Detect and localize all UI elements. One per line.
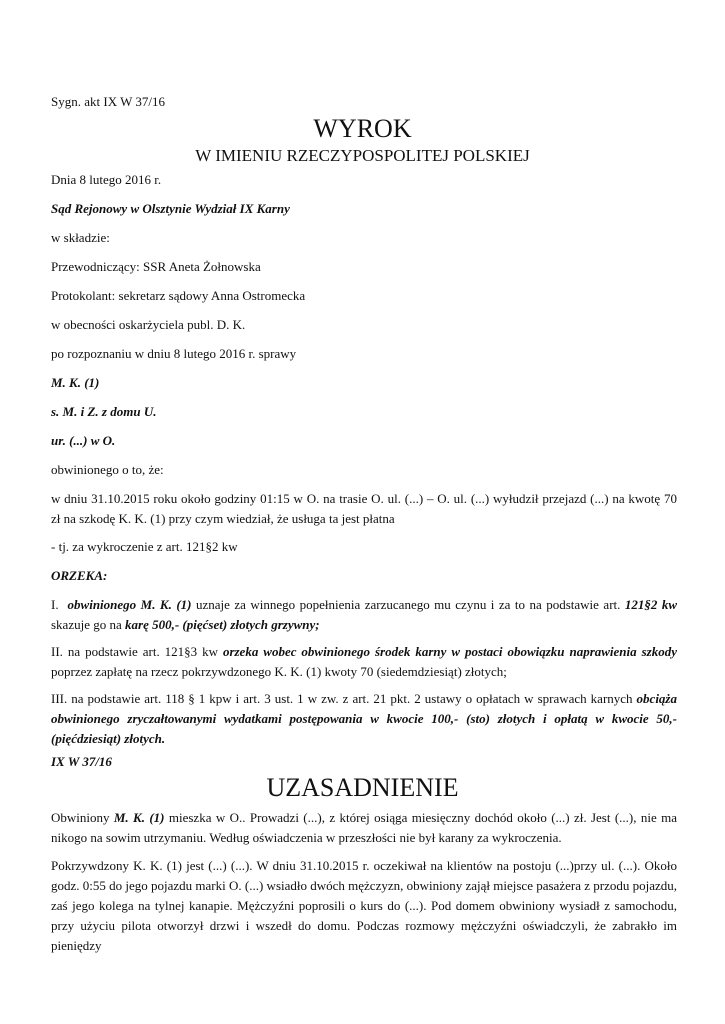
court-clerk: Protokolant: sekretarz sądowy Anna Ostromecka: [51, 288, 306, 303]
defendant-parents: s. M. i Z. z domu U.: [51, 404, 157, 419]
defendant-birth: ur. (...) w O.: [51, 433, 116, 448]
penal-measure: orzeka wobec obwinionego środek karny w postaci obowiązku naprawienia szkody: [222, 644, 677, 659]
defendant-ref: M. K. (1): [113, 810, 165, 825]
penalty: karę 500,- (pięćset) złotych grzywny;: [125, 617, 320, 632]
court-name: Sąd Rejonowy w Olsztynie Wydział IX Karny: [51, 201, 290, 216]
defendant-ref: obwinionego M. K. (1): [67, 597, 192, 612]
document-title: WYROK: [313, 114, 412, 143]
point-number: III.: [51, 691, 68, 706]
charge-text: w dniu 31.10.2015 roku około godziny 01:15 w O. na trasie O. ul. (...) – O. ul. (...) wyłudził przejazd (...) na kwotę 70 zł na szkodę K. K. (1) przy czym wiedział, że usługa ta jest płatna: [51, 491, 677, 526]
point-text: poprzez zapłatę na rzecz pokrzywdzonego K. K. (1) kwoty 70 (siedemdziesiąt) złotych;: [51, 664, 507, 679]
point-text: na podstawie art. 118 § 1 kpw i art. 3 ust. 1 w zw. z art. 21 pkt. 2 ustawy o opłatach w sprawach karnych: [67, 691, 637, 706]
point-number: I.: [51, 597, 59, 612]
paragraph-text: mieszka w O.. Prowadzi (...), z której osiąga miesięczny dochód około (...) zł. Jest (...), nie ma nikogo na sowim utrzymaniu. Według oświadczenia w przeszłości nie był karany za wykroczenia.: [51, 810, 678, 845]
justification-paragraph-1: [51, 808, 677, 848]
defendant-name: M. K. (1): [51, 375, 100, 390]
charge-qualification: - tj. za wykroczenie z art. 121§2 kw: [51, 539, 238, 554]
verdict-heading: ORZEKA:: [51, 568, 108, 583]
document-subtitle: W IMIENIU RZECZYPOSPOLITEJ POLSKIEJ: [195, 146, 530, 165]
verdict-point-3: [51, 689, 677, 749]
justification-heading: UZASADNIENIE: [266, 773, 459, 802]
verdict-point-2: [51, 642, 677, 682]
point-text: skazuje go na: [51, 617, 126, 632]
justification-ref: IX W 37/16: [51, 754, 112, 769]
justification-paragraph-2: Pokrzywdzony K. K. (1) jest (...) (...). W dniu 31.10.2015 r. oczekiwał na klientów na postoju (...)przy ul. (...). Około godz. 0:55 do jego pojazdu marki O. (...) wsiadło dwóch mężczyzn, obwiniony zajął miejsce pasażera z przodu pojazdu, zaś jego kolega na tylnej kanapie. Mężczyźni poprosili o kurs do (...). Pod domem obwiniony wysiadł z samochodu, przy użyciu pilota otworzył drzwi i wszedł do domu. Podczas rozmowy mężczyźni oświadczyli, że zabrakło im pieniędzy: [51, 858, 677, 953]
paragraph-text: Obwiniony: [51, 810, 114, 825]
costs: obciąża obwinionego zryczałtowanymi wydatkami postępowania w kwocie 100,- (sto) złotych i opłatą w kwocie 50,- (pięćdziesiąt) złotych.: [51, 691, 677, 746]
verdict-date: Dnia 8 lutego 2016 r.: [51, 172, 162, 187]
point-number: II.: [51, 644, 63, 659]
case-number: Sygn. akt IX W 37/16: [51, 94, 165, 109]
point-text: uznaje za winnego popełnienia zarzucanego mu czynu i za to na podstawie art.: [191, 597, 625, 612]
hearing-info: po rozpoznaniu w dniu 8 lutego 2016 r. sprawy: [51, 346, 297, 361]
composition-label: w składzie:: [51, 230, 110, 245]
prosecutor: w obecności oskarżyciela publ. D. K.: [51, 317, 246, 332]
chair-person: Przewodniczący: SSR Aneta Żołnowska: [51, 259, 261, 274]
point-text: na podstawie art. 121§3 kw: [62, 644, 223, 659]
verdict-point-1: [51, 595, 677, 635]
charge-intro: obwinionego o to, że:: [51, 462, 164, 477]
legal-basis: 121§2 kw: [624, 597, 678, 612]
